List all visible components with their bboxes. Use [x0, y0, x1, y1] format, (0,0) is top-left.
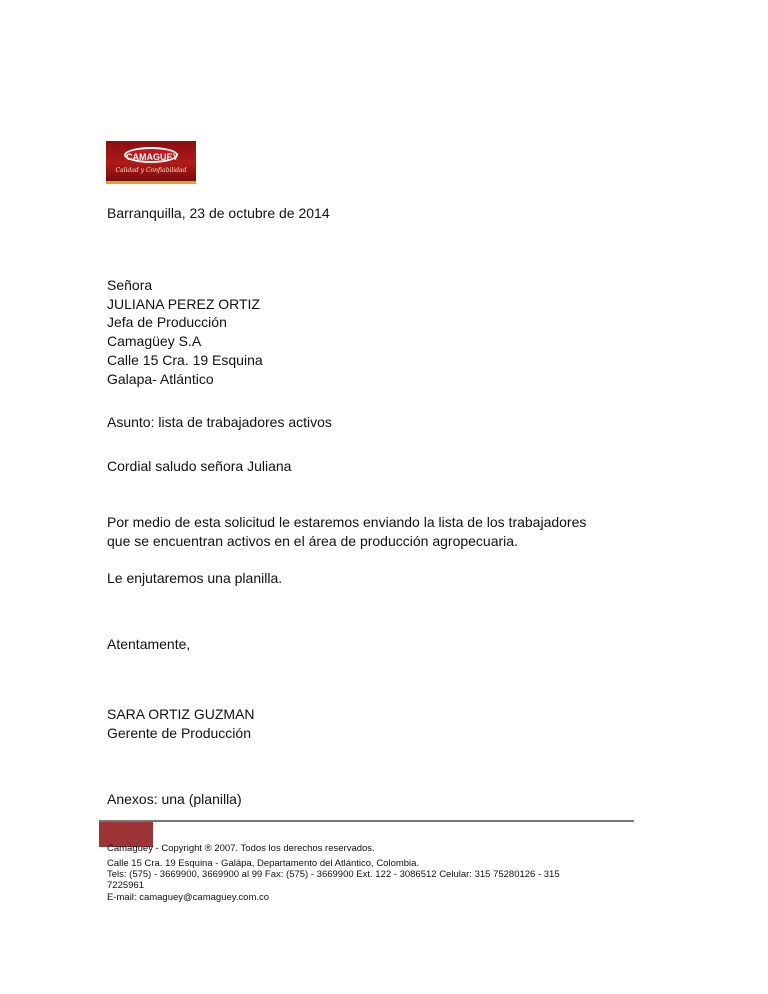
recipient-title: Jefa de Producción [107, 314, 227, 331]
recipient-address: Calle 15 Cra. 19 Esquina [107, 351, 263, 368]
logo-wordmark: CAMAGUEY [124, 147, 178, 163]
footer-phones: Tels: (575) - 3669900, 3669900 al 99 Fax: (575) - 3669900 Ext. 122 - 3086512 Celular: 315 75280126 - 315 [107, 869, 560, 880]
closing: Atentamente, [107, 636, 191, 652]
signature-name: SARA ORTIZ GUZMAN [107, 706, 255, 722]
subject-line: Asunto: lista de trabajadores activos [107, 414, 332, 430]
body-line-3: Le enjutaremos una planilla. [107, 570, 283, 586]
body-line-1: Por medio de esta solicitud le estaremos enviando la lista de los trabajadores [107, 514, 587, 530]
recipient-city: Galapa- Atlántico [107, 370, 214, 387]
footer-email: E-mail: camaguey@camaguey.com.co [107, 892, 270, 903]
date-line: Barranquilla, 23 de octubre de 2014 [107, 205, 330, 221]
footer-address: Calle 15 Cra. 19 Esquina - Galápa, Departamento del Atlántico, Colombia. [107, 858, 420, 869]
signature-title: Gerente de Producción [107, 725, 251, 741]
recipient-salutation: Señora [107, 277, 153, 293]
logo-tagline: Calidad y Confiabilidad [115, 167, 187, 174]
annexes: Anexos: una (planilla) [107, 791, 242, 807]
footer-divider [99, 820, 634, 822]
recipient-name: JULIANA PEREZ ORTIZ [107, 295, 260, 312]
company-logo [106, 141, 196, 184]
greeting: Cordial saludo señora Juliana [107, 458, 292, 474]
footer-copyright: Camaguey - Copyright ® 2007. Todos los derechos reservados. [107, 843, 375, 854]
body-line-2: que se encuentran activos en el área de producción agropecuaria. [107, 533, 518, 549]
footer-phones-cont: 7225961 [107, 880, 144, 891]
recipient-company: Camagüey S.A [107, 333, 202, 350]
